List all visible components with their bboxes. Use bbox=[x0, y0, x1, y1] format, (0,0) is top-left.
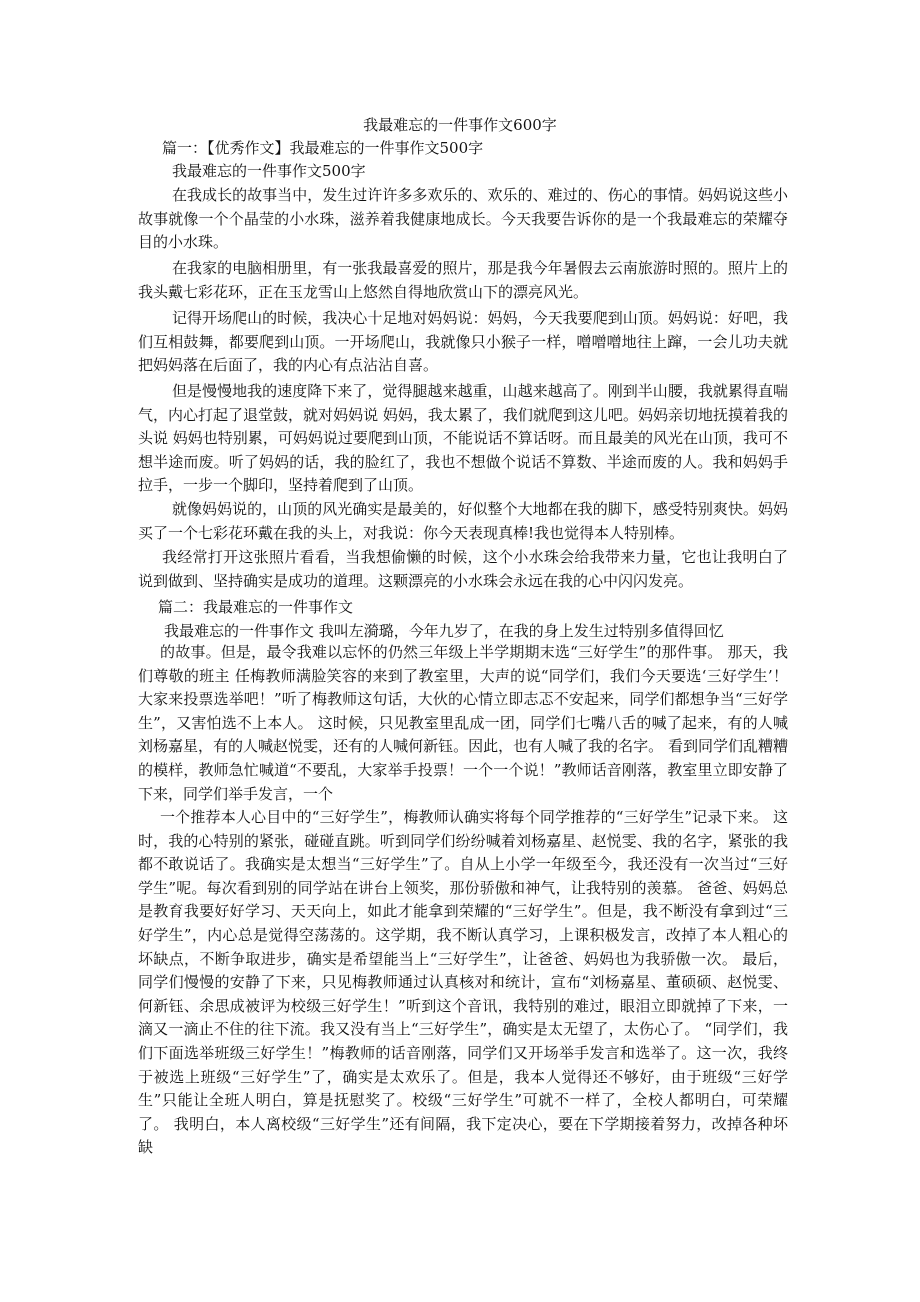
part1-paragraph-1: 在我成长的故事当中，发生过许许多多欢乐的、欢乐的、难过的、伤心的事情。妈妈说这些小故事就像一个个晶莹的小水珠，滋养着我健康地成长。今天我要告诉你的是一个我最难忘的荣耀夺目的小水珠。 bbox=[138, 186, 788, 252]
part1-paragraph-2: 在我家的电脑相册里，有一张我最喜爱的照片，那是我今年暑假去云南旅游时照的。照片上的我头戴七彩花环，正在玉龙雪山上悠然自得地欣赏山下的漂亮风光。 bbox=[138, 259, 788, 301]
part1-paragraph-6: 我经常打开这张照片看看，当我想偷懒的时候，这个小水珠会给我带来力量，它也让我明白了说到做到、坚持确实是成功的道理。这颗漂亮的小水珠会永远在我的心中闪闪发亮。 bbox=[138, 548, 788, 590]
part1-subheading: 我最难忘的一件事作文500字 bbox=[172, 162, 366, 180]
part1-paragraph-4: 但是慢慢地我的速度降下来了，觉得腿越来越重，山越来越高了。刚到半山腰，我就累得直喘气，内心打起了退堂鼓，就对妈妈说 妈妈，我太累了，我们就爬到这儿吧。妈妈亲切地抚摸着我的头说 妈妈也特别累，可妈妈说过要爬到山顶，不能说话不算话呀。而且最美的风光在山顶，我可不想半途而废。听了妈妈的话，我的脸红了，我也不想做个说话不算数、半途而废的人。我和妈妈手拉手，一步一个脚印，坚持着爬到了山顶。 bbox=[138, 382, 788, 495]
part1-paragraph-5: 就像妈妈说的，山顶的风光确实是最美的，好似整个大地都在我的脚下，感受特别爽快。妈妈买了一个七彩花环戴在我的头上，对我说：你今天表现真棒!我也觉得本人特别棒。 bbox=[138, 500, 788, 542]
part2-paragraph-b: 一个推荐本人心目中的“三好学生”，梅教师认确实将每个同学推荐的“三好学生”记录下来。 这时，我的心特别的紧张，碰碰直跳。听到同学们纷纷喊着刘杨嘉星、赵悦雯、我的名字，紧张的我都不敢说话了。我确实是太想当“三好学生”了。自从上小学一年级至今，我还没有一次当过“三好学生”呢。每次看到别的同学站在讲台上领奖，那份骄傲和神气，让我特别的羡慕。 爸爸、妈妈总是教育我要好好学习、天天向上，如此才能拿到荣耀的“三好学生”。但是，我不断没有拿到过“三好学生”，内心总是觉得空荡荡的。这学期，我不断认真学习，上课积极发言，改掉了本人粗心的坏缺点，不断争取进步，确实是希望能当上“三好学生”，让爸爸、妈妈也为我骄傲一次。 最后，同学们慢慢的安静了下来，只见梅教师通过认真核对和统计，宣布“刘杨嘉星、董硕硕、赵悦雯、何新钰、余思成被评为校级三好学生！”听到这个音讯，我特别的难过，眼泪立即就掉了下来，一滴又一滴止不住的往下流。我又没有当上“三好学生”，确实是太无望了，太伤心了。 “同学们，我们下面选举班级三好学生！”梅教师的话音刚落，同学们又开场举手发言和选举了。这一次，我终于被选上班级“三好学生”了，确实是太欢乐了。但是，我本人觉得还不够好，由于班级“三好学生”只能让全班人明白，算是抚慰奖了。校级“三好学生”可就不一样了，全校人都明白，可荣耀了。 我明白，本人离校级“三好学生”还有间隔，我下定决心，要在下学期接着努力，改掉各种坏缺 bbox=[138, 808, 788, 1157]
part2-first-line: 我最难忘的一件事作文 我叫左漪璐，今年九岁了，在我的身上发生过特别多值得回忆 bbox=[164, 622, 724, 640]
part2-heading: 篇二：我最难忘的一件事作文 bbox=[158, 598, 354, 616]
document-title: 我最难忘的一件事作文600字 bbox=[363, 116, 557, 134]
part1-paragraph-3: 记得开场爬山的时候，我决心十足地对妈妈说：妈妈，今天我要爬到山顶。妈妈说：好吧，我们互相鼓舞，都要爬到山顶。一开场爬山，我就像只小猴子一样，噌噌噌地往上蹿，一会儿功夫就把妈妈落在后面了，我的内心有点沾沾自喜。 bbox=[138, 309, 788, 375]
part2-paragraph-a: 的故事。但是，最令我难以忘怀的仍然三年级上半学期期末选“三好学生”的那件事。 那天，我们尊敬的班主 任梅教师满脸笑容的来到了教室里，大声的说“同学们，我们今天要选‘三好学生’！大家来投票选举吧！”听了梅教师这句话，大伙的心情立即志忑不安起来，同学们都想争当“三好学生”，又害怕选不上本人。 这时候，只见教室里乱成一团，同学们七嘴八舌的喊了起来，有的人喊刘杨嘉星，有的人喊赵悦雯，还有的人喊何新钰。因此，也有人喊了我的名字。 看到同学们乱糟糟的模样，教师急忙喊道“不要乱，大家举手投票！一个一个说！”教师话音刚落，教室里立即安静了下来，同学们举手发言，一个 bbox=[138, 643, 788, 803]
part1-heading: 篇一：【优秀作文】我最难忘的一件事作文500字 bbox=[162, 139, 484, 157]
